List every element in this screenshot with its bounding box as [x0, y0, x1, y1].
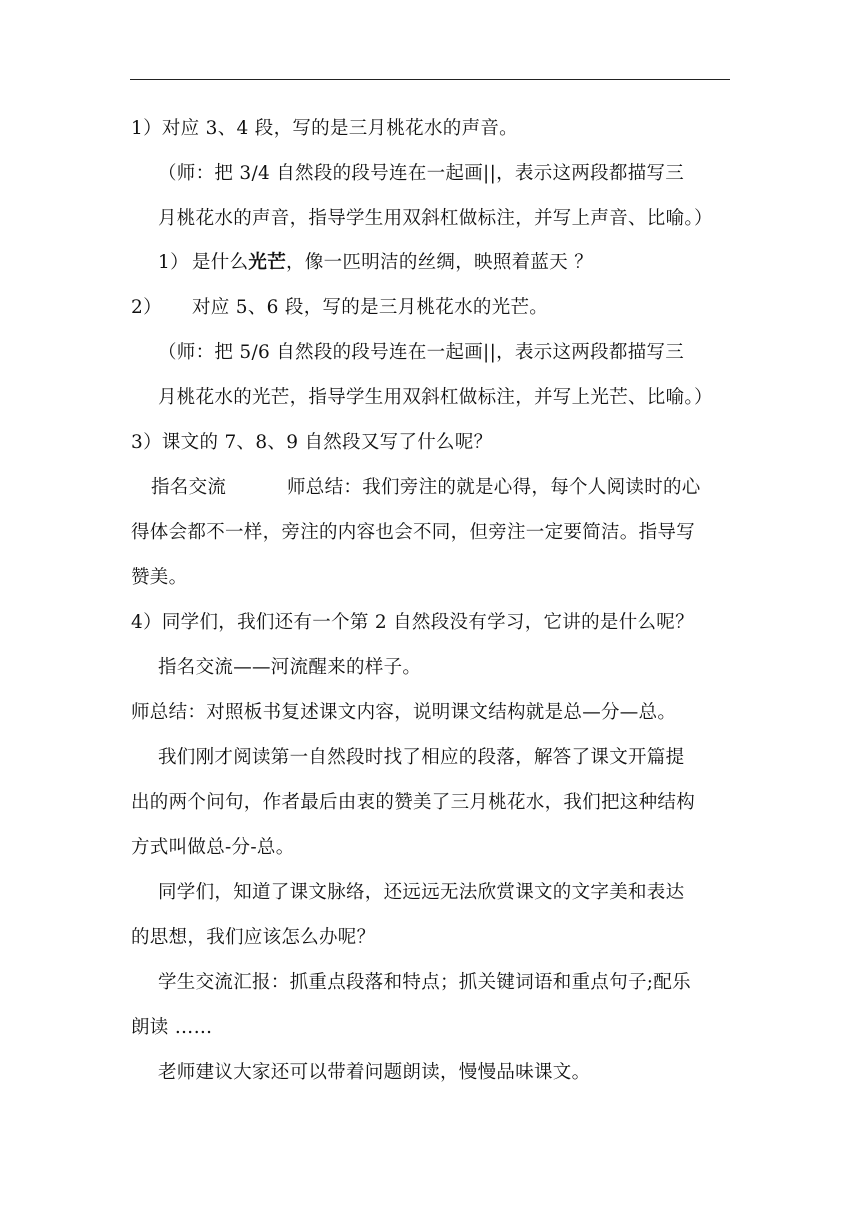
paragraph-line: 师总结：我们旁注的就是心得，每个人阅读时的心: [287, 477, 701, 498]
paragraph-line: 指名交流: [151, 477, 227, 498]
paragraph-line: 同学们，知道了课文脉络，还远远无法欣赏课文的文字美和表达: [158, 882, 685, 903]
paragraph-line: 师总结：对照板书复述课文内容，说明课文结构就是总—分—总。: [131, 702, 677, 723]
paragraph-line: 得体会都不一样，旁注的内容也会不同，但旁注一定要简洁。指导写: [131, 522, 696, 543]
paragraph-line: 老师建议大家还可以带着问题朗读，慢慢品味课文。: [158, 1062, 591, 1083]
paragraph-line: （师：把 3/4 自然段的段号连在一起画||，表示这两段都描写三: [158, 163, 685, 184]
header-rule: [130, 79, 730, 80]
paragraph-line: 学生交流汇报：抓重点段落和特点；抓关键词语和重点句子;配乐: [158, 972, 691, 993]
paragraph-line: 月桃花水的声音，指导学生用双斜杠做标注，并写上声音、比喻。）: [158, 208, 713, 229]
paragraph-line: 4）同学们，我们还有一个第 2 自然段没有学习，它讲的是什么呢？: [131, 612, 694, 633]
paragraph-line: 1）对应 3、4 段，写的是三月桃花水的声音。: [131, 118, 518, 139]
paragraph-line: 赞美。: [131, 567, 188, 588]
paragraph-line: 我们刚才阅读第一自然段时找了相应的段落，解答了课文开篇提: [158, 747, 685, 768]
list-marker: 2）: [131, 297, 162, 318]
paragraph-line: 对应 5、6 段，写的是三月桃花水的光芒。: [192, 297, 549, 318]
question-line: [192, 251, 593, 275]
question-text-b: ，像一匹明洁的丝绸，映照着蓝天 ？: [286, 252, 593, 273]
paragraph-line: 朗读 ……: [131, 1017, 213, 1038]
paragraph-line: 3）课文的 7、8、9 自然段又写了什么呢？: [131, 432, 493, 453]
paragraph-line: 出的两个问句，作者最后由衷的赞美了三月桃花水，我们把这种结构: [131, 792, 696, 813]
paragraph-line: 方式叫做总-分-总。: [131, 837, 295, 858]
paragraph-line: （师：把 5/6 自然段的段号连在一起画||，表示这两段都描写三: [158, 342, 685, 363]
question-marker: 1）: [158, 252, 189, 273]
question-text-a: 是什么: [192, 252, 249, 273]
paragraph-line: 月桃花水的光芒，指导学生用双斜杠做标注，并写上光芒、比喻。）: [158, 387, 713, 408]
paragraph-line: 指名交流——河流醒来的样子。: [158, 657, 422, 678]
paragraph-line: 的思想，我们应该怎么办呢？: [131, 927, 376, 948]
keyword-guangmang: 光芒: [248, 252, 287, 273]
